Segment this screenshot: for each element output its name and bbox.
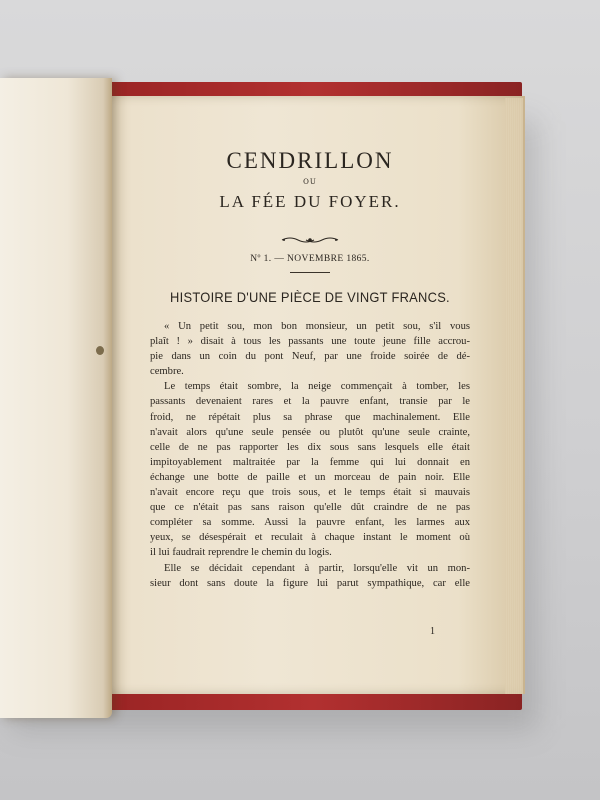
body-text [150, 319, 470, 591]
book-title: CENDRILLON [226, 148, 394, 173]
page-edges [505, 98, 523, 694]
text-line: Elle se décidait cependant à partir, lorsqu'elle vit un mon- [164, 562, 470, 574]
text-line: sieur dont sans doute la figure lui parut sympathique, car elle [150, 577, 470, 589]
book-subtitle: LA FÉE DU FOYER. [219, 192, 401, 211]
text-line: compléter sa somme. Aussi la pauvre enfant, les larmes aux [150, 517, 470, 529]
text-line: que ce n'était pas sans raison qu'elle dût craindre de ne pas [150, 502, 470, 514]
text-line: yeux, se désespérait et reculait à chaque instant le moment où [150, 532, 470, 544]
text-line: froid, ne répétait plus sa phrase que machinalement. Elle [150, 411, 470, 423]
issue-line: Nº 1. — NOVEMBRE 1865. [250, 254, 370, 264]
text-line: pie dans un coin du pont Neuf, par une froide soirée de dé- [150, 351, 470, 363]
text-line: Le temps était sombre, la neige commençait à tomber, les [164, 381, 470, 393]
chapter-heading: HISTOIRE D'UNE PIÈCE DE VINGT FRANCS. [170, 289, 450, 305]
text-line: impitoyablement maltraitée par la femme qui lui donnait en [150, 456, 470, 468]
text-line: cembre. [150, 366, 184, 378]
text-line: n'avait alors qu'une seule pensée ou plutôt qu'une seule crainte, [150, 426, 470, 438]
text-line: passants devenaient rares et la pauvre enfant, transie par le [150, 396, 470, 408]
left-page [0, 78, 112, 718]
text-line: échange une botte de paille et un morceau de pain noir. Elle [150, 471, 470, 483]
text-line: celle de ne pas rapporter les dix sous sans lesquels elle était [150, 441, 470, 453]
page-text [150, 148, 470, 591]
text-line: « Un petit sou, mon bon monsieur, un petit sou, s'il vous [164, 321, 470, 332]
ornament-divider-icon [280, 230, 340, 240]
title-conjunction: OU [303, 178, 317, 186]
foxing-stain [96, 346, 104, 355]
text-line: n'avait encore reçu que trois sous, et le temps était si mauvais [150, 487, 470, 499]
text-line: plaît ! » disait à tous les passants une toute jeune fille accrou- [150, 336, 470, 348]
short-rule [290, 272, 330, 273]
text-line: il lui faudrait reprendre le chemin du logis. [150, 547, 332, 559]
page-number: 1 [430, 626, 435, 637]
